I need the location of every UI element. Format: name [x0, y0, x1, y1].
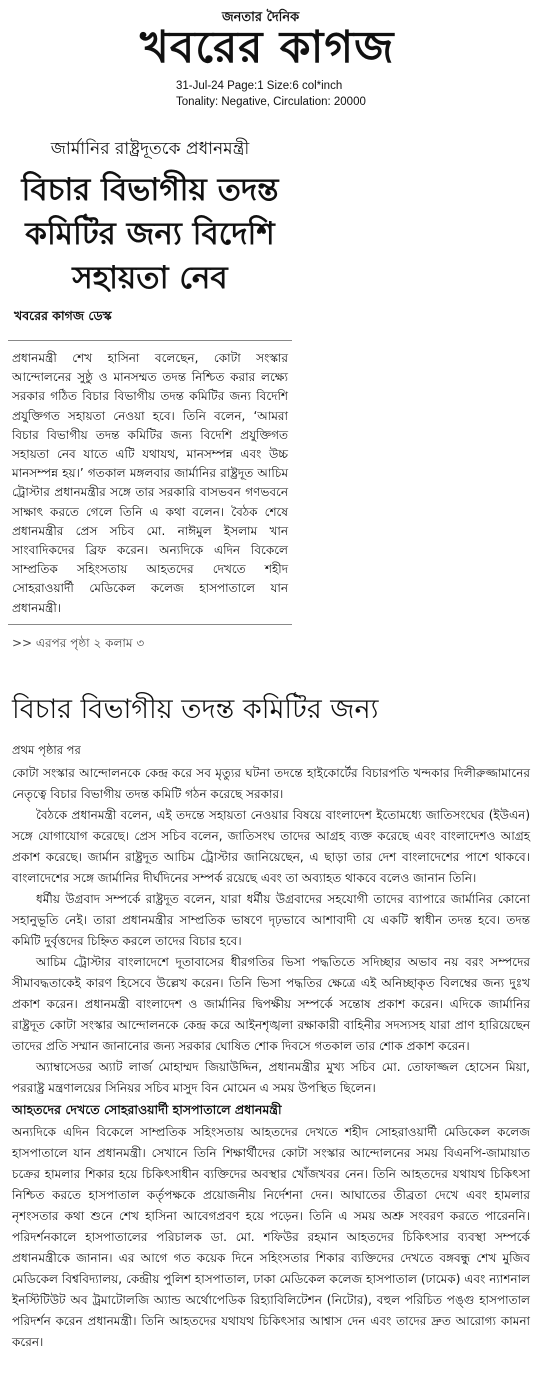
newspaper-name: খবরের কাগজ: [140, 22, 395, 73]
continued-from-label: প্রথম পৃষ্ঠার পর: [12, 743, 81, 757]
article-byline: খবরের কাগজ ডেস্ক: [14, 308, 112, 323]
front-page-clipping: [8, 130, 292, 655]
article-headline: বিচার বিভাগীয় তদন্ত কমিটির জন্য বিদেশি সহায়তা নেব: [21, 172, 279, 296]
body-paragraph: বৈঠকে প্রধানমন্ত্রী বলেন, এই তদন্তে সহায়তা নেওয়ার বিষয়ে বাংলাদেশ ইতোমধ্যে জাতিসংঘের (ইউএন) সঙ্গে যোগাযোগ করেছে। প্রেস সচিব বলেন, জাতিসংঘ তাদের আগ্রহ ব্যক্ত করেছে এবং বাংলাদেশও আগ্রহ প্রকাশ করেছে। জার্মান রাষ্ট্রদূত আচিম ট্রোস্টার জানিয়েছেন, এ ছাড়া তার দেশ বাংলাদেশের পাশে থাকবে। বাংলাদেশের সঙ্গে জার্মানির দীর্ঘদিনের সম্পর্ক রয়েছে এবং তা অব্যাহত থাকবে বলেও জানান তিনি।: [12, 808, 530, 885]
continuation-body: [8, 763, 534, 1099]
body-paragraph: কোটা সংস্কার আন্দোলনকে কেন্দ্র করে সব মৃত্যুর ঘটনা তদন্তে হাইকোর্টের বিচারপতি খন্দকার দিলীরুজ্জামানের নেতৃত্বে বিচার বিভাগীয় তদন্ত কমিটি গঠন করেছে সরকার।: [12, 766, 530, 801]
clipping-meta-tonality: Tonality: Negative, Circulation: 20000: [176, 96, 366, 108]
section-subhead: আহতদের দেখতে সোহরাওয়ার্দী হাসপাতালে প্রধানমন্ত্রী: [12, 1102, 282, 1117]
continuation-clipping: [8, 690, 534, 1353]
divider: [8, 624, 292, 625]
continuation-headline: বিচার বিভাগীয় তদন্ত কমিটির জন্য: [12, 694, 379, 725]
clipping-meta-date-page: 31-Jul-24 Page:1 Size:6 col*inch: [176, 80, 343, 92]
continuation-body: [8, 1122, 534, 1353]
body-paragraph: আচিম ট্রোস্টার বাংলাদেশে দূতাবাসের ধীরগতির ভিসা পদ্ধতিতে সদিচ্ছার অভাব নয় বরং সম্পদের সীমাবদ্ধতাকেই কারণ হিসেবে উল্লেখ করেন। তিনি ভিসা পদ্ধতির ক্ষেত্রে এই অনিচ্ছাকৃত বিলম্বের জন্য দুঃখ প্রকাশ করেন। প্রধানমন্ত্রী বাংলাদেশ ও জার্মানির দ্বিপক্ষীয় সম্পর্কে সন্তোষ প্রকাশ করেন। এদিকে জার্মানির রাষ্ট্রদূত কোটা সংস্কার আন্দোলনকে কেন্দ্র করে আইনশৃঙ্খলা রক্ষাকারী বাহিনীর সদস্যসহ যারা প্রাণ হারিয়েছেন তাদের প্রতি সম্মান জানানোর জন্য সরকার ঘোষিত শোক দিবসে গতকাল তার শোক প্রকাশ করেন।: [12, 955, 530, 1053]
article-lead-paragraph: প্রধানমন্ত্রী শেখ হাসিনা বলেছেন, কোটা সংস্কার আন্দোলনের সুষ্ঠু ও মানসম্মত তদন্ত নিশ্চিত করার লক্ষ্যে সরকার গঠিত বিচার বিভাগীয় তদন্ত কমিটির জন্য বিদেশি প্রযুক্তিগত সহায়তা নেওয়া হবে। তিনি বলেন, ‘আমরা বিচার বিভাগীয় তদন্ত কমিটির জন্য বিদেশি প্রযুক্তিগত সহায়তা নেব যাতে এটি যথাযথ, মানসম্পন্ন এবং উচ্চ মানসম্পন্ন হয়।’ গতকাল মঙ্গলবার জার্মানির রাষ্ট্রদূত আচিম ট্রোস্টার প্রধানমন্ত্রীর সঙ্গে তার সরকারি বাসভবন গণভবনে সাক্ষাৎ করতে গেলে তিনি এ কথা বলেন। বৈঠক শেষে প্রধানমন্ত্রীর প্রেস সচিব মো. নাঈমুল ইসলাম খান সাংবাদিকদের ব্রিফ করেন। অন্যদিকে এদিন বিকেলে সাম্প্রতিক সহিংসতায় আহতদের দেখতে শহীদ সোহরাওয়ার্দী মেডিকেল কলেজ হাসপাতালে যান প্রধানমন্ত্রী।: [12, 351, 288, 615]
body-paragraph: ধর্মীয় উগ্রবাদ সম্পর্কে রাষ্ট্রদূত বলেন, যারা ধর্মীয় উগ্রবাদের সহযোগী তাদের ব্যাপারে জার্মানির কোনো সহানুভূতি নেই। তারা প্রধানমন্ত্রীর সাম্প্রতিক ভাষণে দৃঢ়ভাবে আশাবাদী যে একটি স্বাধীন তদন্ত হবে। তদন্ত কমিটি দুর্বৃত্তদের চিহ্নিত করলে তাদের বিচার হবে।: [12, 892, 530, 948]
masthead: [0, 0, 543, 120]
continuation-jump-line: >> এরপর পৃষ্ঠা ২ কলাম ৩: [12, 635, 145, 650]
body-paragraph: অ্যাম্বাসেডর অ্যাট লার্জ মোহাম্মদ জিয়াউদ্দিন, প্রধানমন্ত্রীর মুখ্য সচিব মো. তোফাজ্জল হোসেন মিয়া, পররাষ্ট্র মন্ত্রণালয়ের সিনিয়র সচিব মাসুদ বিন মোমেন এ সময় উপস্থিত ছিলেন।: [12, 1060, 530, 1095]
divider: [8, 340, 292, 341]
masthead-tagline: জনতার দৈনিক: [222, 10, 300, 25]
article-kicker: জার্মানির রাষ্ট্রদূতকে প্রধানমন্ত্রী: [50, 139, 250, 159]
body-paragraph: অন্যদিকে এদিন বিকেলে সাম্প্রতিক সহিংসতায় আহতদের দেখতে শহীদ সোহরাওয়ার্দী মেডিকেল কলেজ হাসপাতালে যান প্রধানমন্ত্রী। সেখানে তিনি শিক্ষার্থীদের কোটা সংস্কার আন্দোলনের সময় বিএনপি-জামায়াত চক্রের হামলার শিকার হয়ে চিকিৎসাধীন ব্যক্তিদের অবস্থার খোঁজখবর নেন। তিনি আহতদের যথাযথ চিকিৎসা নিশ্চিত করতে হাসপাতাল কর্তৃপক্ষকে প্রয়োজনীয় নির্দেশনা দেন। আঘাতের তীব্রতা দেখে এবং হামলার নৃশংসতার কথা শুনে শেখ হাসিনা আবেগপ্রবণ হয়ে পড়েন। তিনি এ সময় অশ্রু সংবরণ করতে পারেননি। পরিদর্শনকালে হাসপাতালের পরিচালক ডা. মো. শফিউর রহমান আহতদের চিকিৎসার ব্যবস্থা সম্পর্কে প্রধানমন্ত্রীকে জানান। এর আগে গত কয়েক দিনে সহিংসতার শিকার ব্যক্তিদের দেখতে বঙ্গবন্ধু শেখ মুজিব মেডিকেল বিশ্ববিদ্যালয়, কেন্দ্রীয় পুলিশ হাসপাতাল, ঢাকা মেডিকেল কলেজ হাসপাতাল (ঢামেক) এবং ন্যাশনাল ইনস্টিটিউট অব ট্রমাটোলজি অ্যান্ড অর্থোপেডিক রিহ্যাবিলিটেশন (নিটোর), বহুল পরিচিত পঙ্গু হাসপাতাল পরিদর্শন করেন প্রধানমন্ত্রী। তিনি আহতদের যথাযথ চিকিৎসার আশ্বাস দেন এবং তাদের দ্রুত আরোগ্য কামনা করেন।: [12, 1125, 530, 1349]
